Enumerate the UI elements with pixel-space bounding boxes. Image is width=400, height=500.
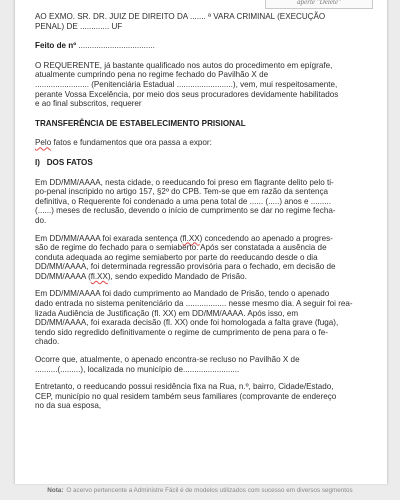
intro-line: perante Vossa Excelência, por meio dos seus procuradores devidamente habilitados xyxy=(35,89,339,99)
section-number: I) xyxy=(35,157,40,167)
intro-line: O REQUERENTE, já bastante qualificado nos autos do procedimento em epígrafe, xyxy=(35,60,333,70)
footer-note xyxy=(0,487,400,494)
facts-paragraph-1 xyxy=(35,178,375,226)
case-number-dots: .................................. xyxy=(76,41,155,51)
text-run: Em DD/MM/AAAA foi exarada sentença ( xyxy=(35,233,183,243)
paragraph-line: Entretanto, o reeducando possui residência fixa na Rua, n.º, bairro, Cidade/Estado, xyxy=(35,382,334,392)
petition-title: TRANSFERÊNCIA DE ESTABELECIMENTO PRISIONAL xyxy=(35,118,246,128)
intro-line: e ao final subscritos, requerer xyxy=(35,99,142,109)
delete-hint-stamp: aperte "Delete" xyxy=(265,0,373,9)
paragraph-line: DD/MM/AAAA, foi determinada regressão provisória para o fechado, em decisão de xyxy=(35,262,336,272)
paragraph-line: do. xyxy=(35,215,47,225)
paragraph-line xyxy=(35,234,375,244)
document-body xyxy=(35,12,375,411)
paragraph-line: conduta adequada ao regime semiaberto por parte do reeducando desde o dia xyxy=(35,252,318,262)
paragraph-line: dado entrada no sistema penitenciário da .................. nesse mesmo dia. A seguir foi rea- xyxy=(35,299,353,309)
intro-line: ........................ (Penitenciária Estadual .........................), vem, mui respeitosamente, xyxy=(35,79,338,89)
court-address-line-2: PENAL) DE ............. UF xyxy=(35,21,123,31)
paragraph-line: Em DD/MM/AAAA foi dado cumprimento ao Mandado de Prisão, tendo o apenado xyxy=(35,289,330,299)
paragraph-line xyxy=(35,272,375,282)
section-heading xyxy=(35,158,375,168)
facts-paragraph-3 xyxy=(35,289,375,347)
text-run: DD/MM/AAAA ( xyxy=(35,271,91,281)
fl-reference: fl.XX xyxy=(182,233,200,243)
paragraph-line: são de regime do fechado para o semiaberto. Após ser constatada a ausência de xyxy=(35,243,327,253)
fl-reference: fl.XX xyxy=(90,271,108,281)
case-number xyxy=(35,41,375,51)
paragraph-line: no da sua esposa, xyxy=(35,401,102,411)
paragraph-line: chado. xyxy=(35,337,60,347)
paragraph-line: DD/MM/AAAA, foi exarada decisão (fl. XX) onde foi homologada a falta grave (fuga), xyxy=(35,318,339,328)
footer-label: Nota: xyxy=(47,487,64,494)
facts-paragraph-5 xyxy=(35,382,375,411)
paragraph-line: ..........(.........), localizada no município de......................... xyxy=(35,364,240,374)
paragraph-line: definitiva, o Requerente foi condenado a uma pena total de ...... (.....) anos e ......... xyxy=(35,196,332,206)
section-title: DOS FATOS xyxy=(46,157,93,167)
facts-paragraph-4 xyxy=(35,355,375,374)
court-address-line-1: AO EXMO. SR. DR. JUIZ DE DIREITO DA ....... ª VARA CRIMINAL (EXECUÇÃO xyxy=(35,12,326,21)
text-run: ), sendo expedido Mandado de Prisão. xyxy=(107,271,247,281)
case-number-label: Feito de nº xyxy=(35,41,77,51)
paragraph-line: CEP, município no qual residem também seus familiares (comprovante de endereço xyxy=(35,391,337,401)
paragraph-line: Em DD/MM/AAAA, nesta cidade, o reeducando foi preso em flagrante delito pelo ti- xyxy=(35,177,334,187)
paragraph-line: tendo sido regredido definitivamente o regime de cumprimento de pena para o fe- xyxy=(35,327,328,337)
facts-paragraph-2 xyxy=(35,234,375,282)
paragraph-line: lizada Audiência de Justificação (fl. XX) em DD/MM/AAAA. Após isso, em xyxy=(35,308,299,318)
paragraph-line: Ocorre que, atualmente, o apenado encontra-se recluso no Pavilhão X de xyxy=(35,355,300,365)
text-run: ) concedendo ao apenado a progres- xyxy=(199,233,333,243)
paragraph-line: (......) meses de reclusão, devendo o início de cumprimento se dar no regime fecha- xyxy=(35,206,336,216)
intro-paragraph xyxy=(35,61,375,109)
document-page xyxy=(14,0,388,484)
basis-line xyxy=(35,138,375,148)
basis-text: fatos e fundamentos que ora passa a expor: xyxy=(51,138,212,148)
paragraph-line: po-penal inscripido no artigo 157, §2º do CPB. Tem-se que em razão da sentença xyxy=(35,187,329,197)
intro-line: atualmente cumprindo pena no regime fechado do Pavilhão X de xyxy=(35,70,269,80)
footer-text: O acervo pertencente a Administre Fácil é de modelos utilizados com sucesso em diversos segmentos xyxy=(66,487,353,494)
pelo-word: Pelo xyxy=(35,138,52,148)
